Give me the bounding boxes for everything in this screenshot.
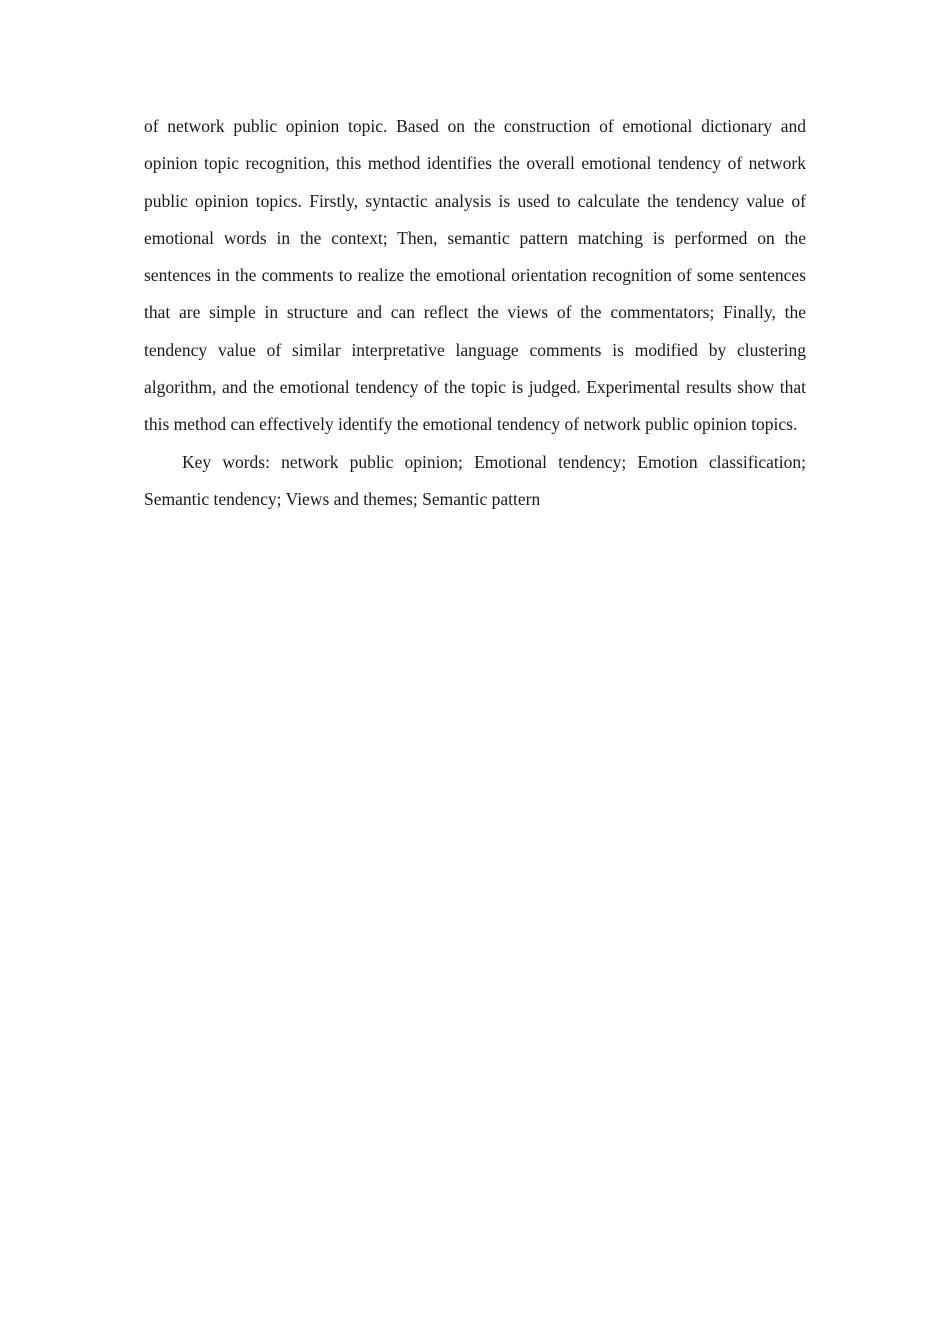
keyword-item: Semantic tendency [144,488,277,509]
keyword-separator: ; [412,488,418,509]
keyword-item: Views and themes [285,488,413,509]
keyword-item: network public opinion [281,451,459,472]
keywords-line [144,444,806,519]
keyword-item: Emotional tendency [474,451,622,472]
keyword-separator: ; [801,451,807,472]
keyword-separator: ; [621,451,627,472]
keyword-item: Emotion classification [637,451,802,472]
keyword-separator: ; [458,451,463,472]
abstract-body-text: of network public opinion topic. Based on the construction of emotional dictionary and opinion topic recognition, this method identifies the overall emotional tendency of network public opinion topics. Firstly, syntactic analysis is used to calculate the tendency value of emotional words in the context; Then, semantic pattern matching is performed on the sentences in the comments to realize the emotional orientation recognition of some sentences that are simple in structure and can reflect the views of the commentators; Finally, the tendency value of similar interpretative language comments is modified by clustering algorithm, and the emotional tendency of the topic is judged. Experimental results show that this method can effectively identify the emotional tendency of network public opinion topics. [144,116,806,435]
abstract-section [144,108,806,518]
keywords-label: Key words: [182,451,270,472]
keyword-item: Semantic pattern [422,488,541,509]
keyword-separator: ; [276,488,282,509]
